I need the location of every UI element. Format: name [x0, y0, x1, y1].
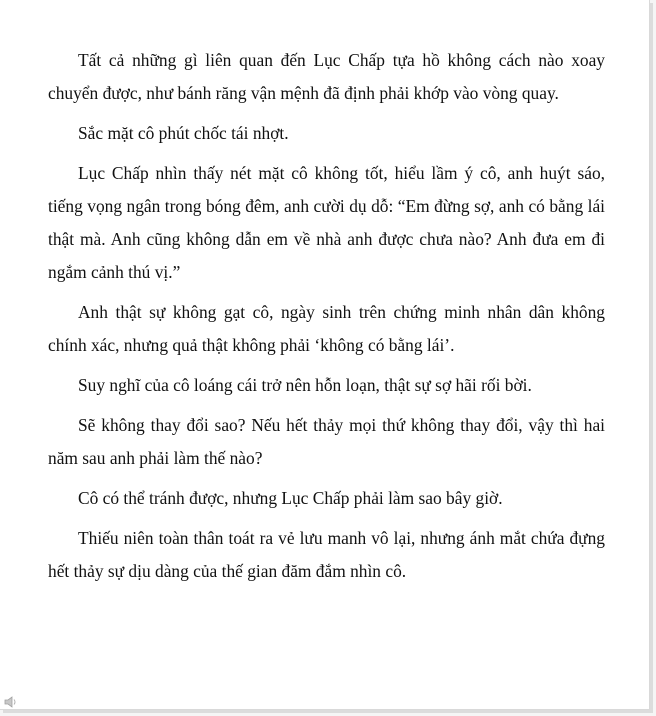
paragraph-7: Cô có thể tránh được, nhưng Lục Chấp phải làm sao bây giờ. [78, 488, 503, 508]
paragraph-4: Anh thật sự không gạt cô, ngày sinh trên chứng minh nhân dân không chính xác, nhưng quả thật không phải ‘không có bằng lái’. [48, 302, 605, 355]
paragraph-5: Suy nghĩ của cô loáng cái trở nên hỗn loạn, thật sự sợ hãi rối bời. [78, 375, 532, 395]
paragraph-6: Sẽ không thay đổi sao? Nếu hết thảy mọi thứ không thay đổi, vậy thì hai năm sau anh phải làm thế nào? [48, 415, 605, 468]
speaker-icon[interactable] [4, 695, 18, 709]
document-body [48, 44, 605, 595]
paragraph-3: Lục Chấp nhìn thấy nét mặt cô không tốt, hiểu lầm ý cô, anh huýt sáo, tiếng vọng ngân trong bóng đêm, anh cười dụ dỗ: “Em đừng sợ, anh có bằng lái thật mà. Anh cũng không dẫn em về nhà anh được chưa nào? Anh đưa em đi ngắm cảnh thú vị.” [48, 163, 605, 282]
paragraph-1: Tất cả những gì liên quan đến Lục Chấp tựa hồ không cách nào xoay chuyển được, như bánh răng vận mệnh đã định phải khớp vào vòng quay. [48, 50, 605, 103]
paragraph-2: Sắc mặt cô phút chốc tái nhợt. [78, 123, 289, 143]
paragraph-8: Thiếu niên toàn thân toát ra vẻ lưu manh vô lại, nhưng ánh mắt chứa đựng hết thảy sự dịu dàng của thế gian đăm đắm nhìn cô. [48, 528, 605, 581]
